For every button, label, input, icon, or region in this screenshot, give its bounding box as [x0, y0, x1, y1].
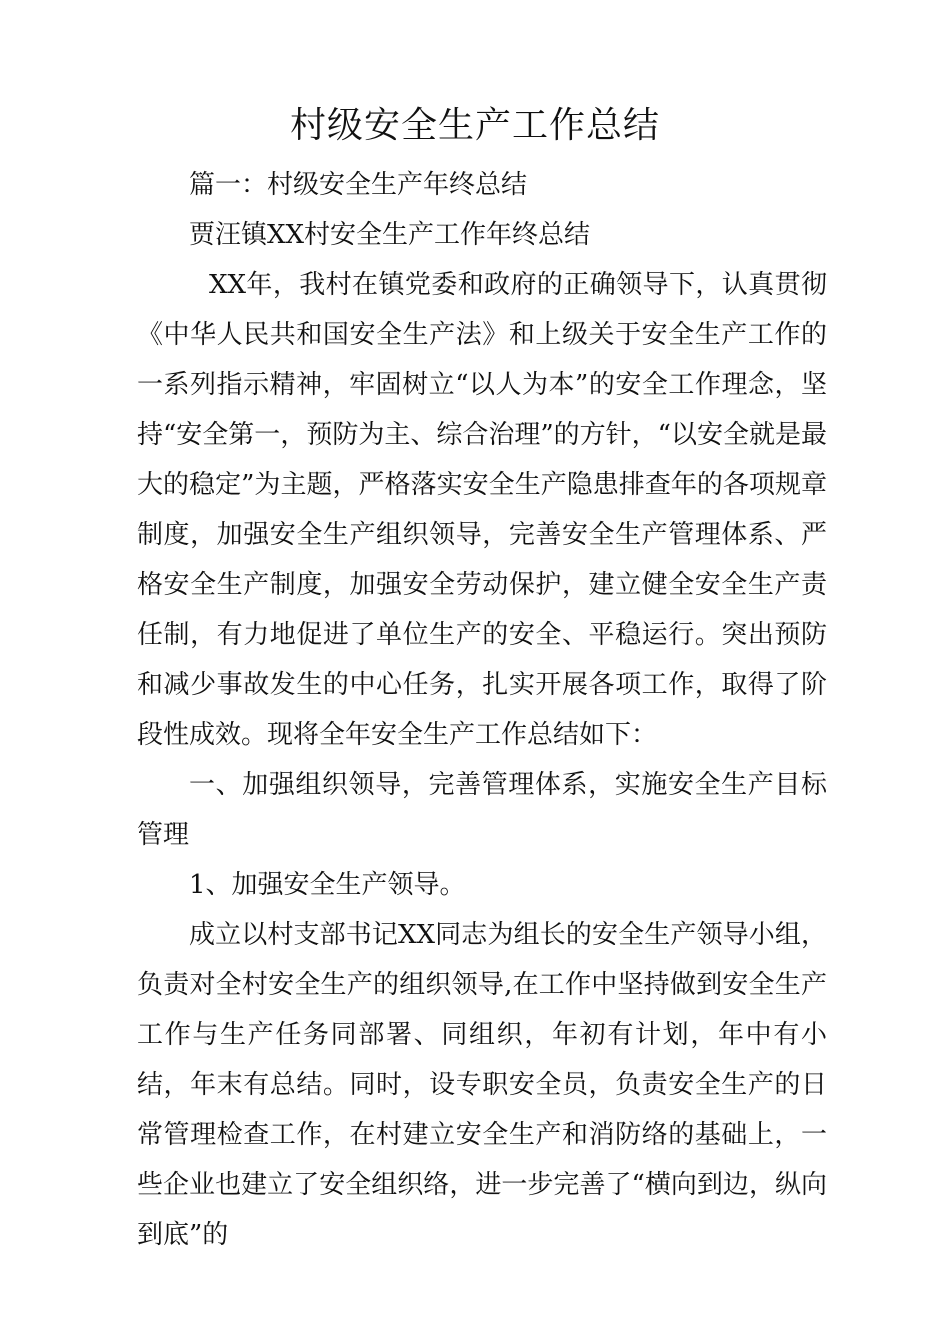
- document-title: 村级安全生产工作总结: [289, 105, 660, 146]
- document-body: [137, 160, 827, 1260]
- heading-level-1: 一、加强组织领导，完善管理体系，实施安全生产目标管理: [137, 770, 827, 850]
- section-heading: 篇一：村级安全生产年终总结: [189, 170, 528, 200]
- paragraph-body: 成立以村支部书记XX同志为组长的安全生产领导小组，负责对全村安全生产的组织领导,在工作中坚持做到安全生产工作与生产任务同部署、同组织，年初有计划，年中有小结，年末有总结。同时，设专职安全员，负责安全生产的日常管理检查工作，在村建立安全生产和消防络的基础上，一些企业也建立了安全组织络，进一步完善了“横向到边，纵向到底”的: [137, 920, 827, 1250]
- paragraph-intro: XX年，我村在镇党委和政府的正确领导下，认真贯彻《中华人民共和国安全生产法》和上级关于安全生产工作的一系列指示精神，牢固树立“以人为本”的安全工作理念，坚持“安全第一，预防为主、综合治理”的方针，“以安全就是最大的稳定”为主题，严格落实安全生产隐患排查年的各项规章制度，加强安全生产组织领导，完善安全生产管理体系、严格安全生产制度，加强安全劳动保护，建立健全安全生产责任制，有力地促进了单位生产的安全、平稳运行。突出预防和减少事故发生的中心任务，扎实开展各项工作，取得了阶段性成效。现将全年安全生产工作总结如下：: [137, 270, 827, 750]
- heading-level-2: 1、加强安全生产领导。: [189, 870, 466, 900]
- document-subtitle: 贾汪镇XX村安全生产工作年终总结: [189, 220, 591, 250]
